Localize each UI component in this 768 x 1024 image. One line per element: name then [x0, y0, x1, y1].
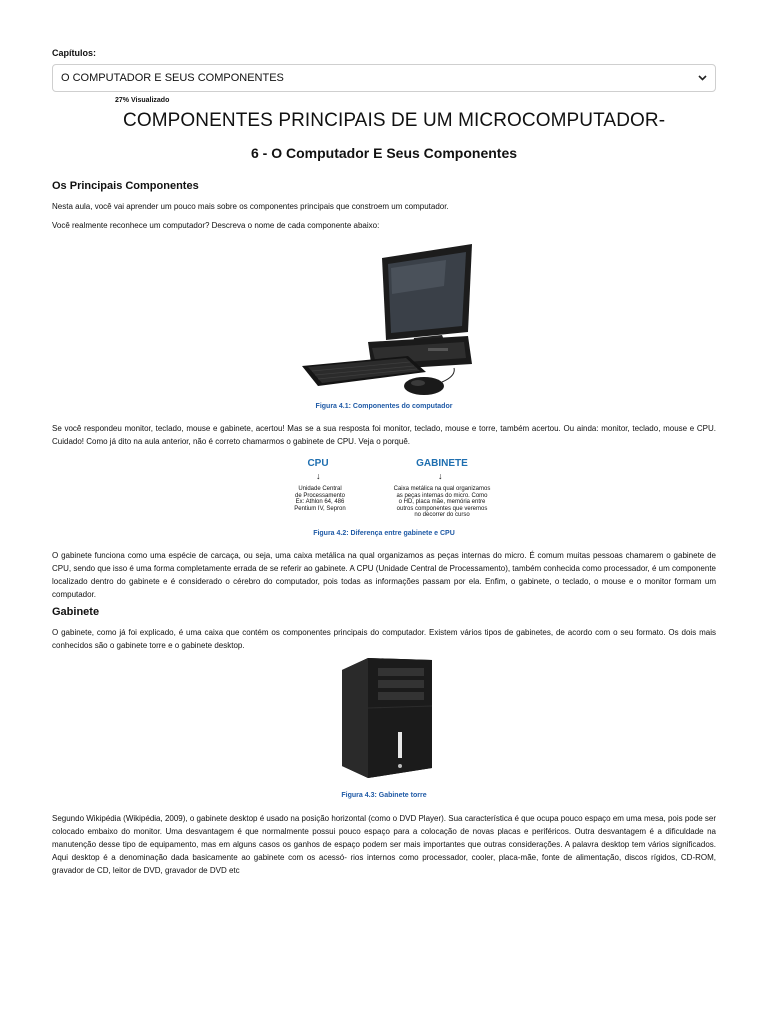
cpu-description: Unidade Central de Processamento Ex: Athlon 64, 486 Pentium IV, Sepron	[294, 486, 346, 512]
gabinete-heading: GABINETE	[416, 458, 468, 469]
chapter-select[interactable]	[52, 64, 716, 92]
cpu-heading: CPU	[307, 458, 329, 469]
paragraph-question: Você realmente reconhece um computador? Descreva o nome de cada componente abaixo:	[52, 221, 380, 230]
down-arrow-icon: ↓	[316, 471, 321, 481]
computer-figure	[296, 240, 476, 398]
paragraph-gabinete-types: O gabinete, como já foi explicado, é uma caixa que contém os componentes principais do computador. Existem vários tipos de gabinetes, de acordo com o seu formato. Os dois mais conhecidos são o gabinete torre e o gabinete desktop.	[52, 628, 716, 650]
section-heading-principais: Os Principais Componentes	[52, 180, 199, 192]
paragraph-gabinete-cpu: O gabinete funciona como uma espécie de carcaça, ou seja, uma caixa metálica na qual organizamos as peças internas do micro. É comum muitas pessoas chamarem o gabinete de CPU, sendo que isso é uma forma completamente errada de se referir ao gabinete. A CPU (Unidade Central de Processamento), também conhecida como processador, é um componente localizado dentro do gabinete e é considerado o cérebro do computador, pois todas as informações passam por ela. Enfim, o gabinete, o teclado, o mouse e o monitor formam um computador.	[52, 551, 716, 599]
figure-caption-1: Figura 4.1: Componentes do computador	[315, 403, 453, 410]
paragraph-answer: Se você respondeu monitor, teclado, mouse e gabinete, acertou! Mas se a sua resposta foi monitor, teclado, mouse e torre, também acertou. Ou ainda: monitor, teclado, mouse e CPU. Cuidado! Como já dito na aula anterior, não é correto chamarmos o gabinete de CPU. Veja o porquê.	[52, 424, 716, 446]
chapter-title: 6 - O Computador E Seus Componentes	[250, 145, 518, 161]
section-heading-gabinete: Gabinete	[52, 606, 100, 618]
chevron-down-icon	[697, 73, 707, 83]
progress-text: 27% Visualizado	[115, 97, 170, 104]
cpu-gabinete-diagram	[280, 458, 510, 528]
chapter-select-value: O COMPUTADOR E SEUS COMPONENTES	[61, 72, 284, 84]
page-title: COMPONENTES PRINCIPAIS DE UM MICROCOMPUTADOR-	[123, 110, 666, 131]
tower-case-figure	[336, 656, 436, 780]
paragraph-desktop: Segundo Wikipédia (Wikipédia, 2009), o gabinete desktop é usado na posição horizontal (como o DVD Player). Sua característica é que ocupa pouco espaço em uma mesa, pois pode ser colocado embaixo do monitor. Uma desvantagem é que normalmente possui pouco espaço para a colocação de novas placas e periféricos. Outra desvantagem é a dificuldade na manutenção desse tipo de equipamento, mas em alguns casos os ganhos de espaço podem ser mais importantes que outras considerações. A palavra desktop tem vários significados. Aqui desktop é a denominação dada basicamente ao gabinete com os acessó- rios internos como processador, cooler, placa-mãe, fonte de alimentação, discos rígidos, CD-ROM, gravador de CD, leitor de DVD, gravador de DVD etc	[52, 814, 716, 875]
gabinete-description: Caixa metálica na qual organizamos as peças internas do micro. Como o HD, placa mãe, memória entre outros componentes que veremos no decorrer do curso	[393, 486, 491, 518]
down-arrow-icon: ↓	[438, 471, 443, 481]
figure-caption-2: Figura 4.2: Diferença entre gabinete e CPU	[313, 530, 455, 537]
figure-caption-3: Figura 4.3: Gabinete torre	[341, 792, 427, 799]
chapters-label: Capítulos:	[52, 48, 96, 58]
paragraph-intro: Nesta aula, você vai aprender um pouco mais sobre os componentes principais que constroem um computador.	[52, 202, 449, 211]
